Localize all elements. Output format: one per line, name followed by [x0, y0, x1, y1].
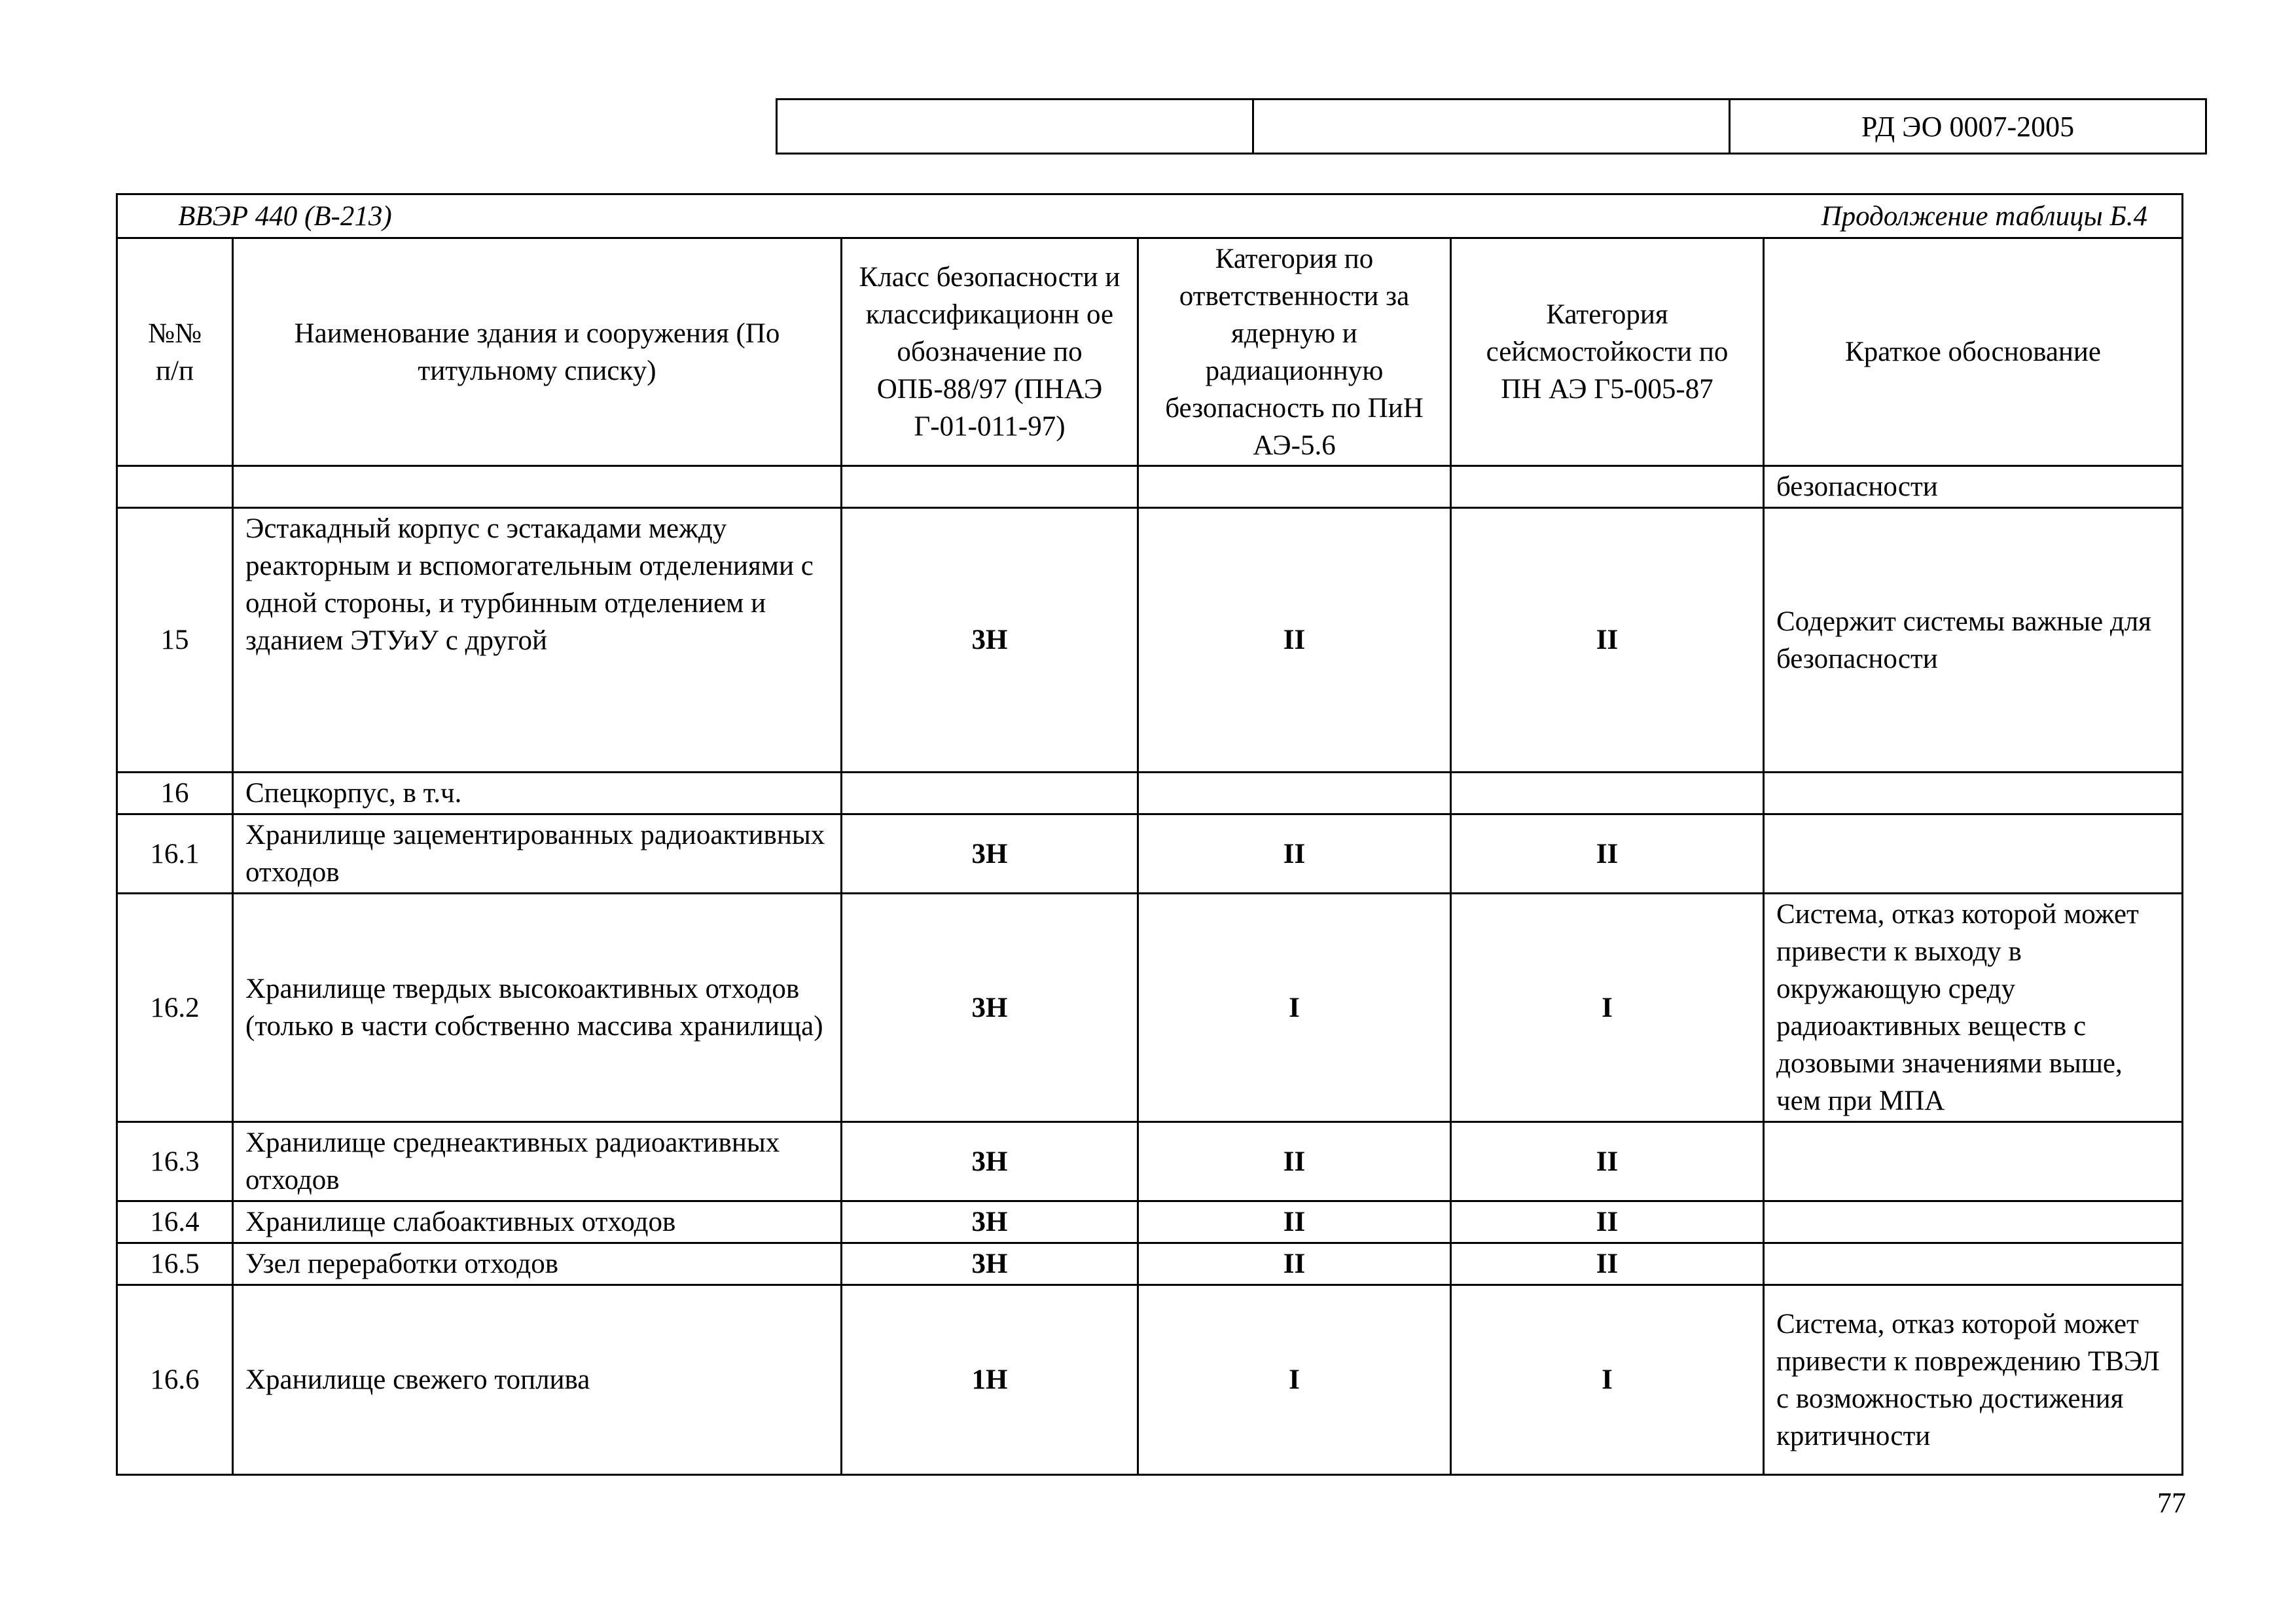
row-justification: безопасности: [1764, 466, 2183, 508]
row-name: Хранилище свежего топлива: [233, 1285, 842, 1475]
table-row: [117, 894, 2183, 1122]
row-name: Эстакадный корпус с эстакадами между реакторным и вспомогательным отделениями с одной стороны, и турбинным отделением и зданием ЭТУиУ с другой: [233, 508, 842, 773]
row-responsibility: II: [1138, 1201, 1451, 1243]
row-num: 16: [117, 773, 233, 814]
row-justification: Содержит системы важные для безопасности: [1764, 508, 2183, 773]
row-name: Хранилище среднеактивных радиоактивных отходов: [233, 1122, 842, 1201]
row-seismic: II: [1451, 1122, 1764, 1201]
row-name: Хранилище зацементированных радиоактивных отходов: [233, 814, 842, 894]
row-safety-class: 1Н: [842, 1285, 1138, 1475]
row-responsibility: I: [1138, 894, 1451, 1122]
table-continuation-label: Продолжение таблицы Б.4: [1821, 200, 2148, 232]
row-safety-class: 3Н: [842, 894, 1138, 1122]
row-num: 16.1: [117, 814, 233, 894]
table-row: [117, 466, 2183, 508]
row-justification: [1764, 1201, 2183, 1243]
row-safety-class: 3Н: [842, 1122, 1138, 1201]
document-stamp: [776, 98, 2207, 155]
row-safety-class: 3Н: [842, 508, 1138, 773]
header-responsibility-category: Категория по ответственности за ядерную и радиационную безопасность по ПиН АЭ-5.6: [1138, 238, 1451, 466]
classification-table: [116, 193, 2183, 1476]
row-seismic: II: [1451, 508, 1764, 773]
row-name: [233, 466, 842, 508]
row-seismic: II: [1451, 814, 1764, 894]
table-row: [117, 1285, 2183, 1475]
row-justification: Система, отказ которой может привести к выходу в окружающую среду радиоактивных веществ с дозовыми значениями выше, чем при МПА: [1764, 894, 2183, 1122]
row-seismic: II: [1451, 1243, 1764, 1285]
row-seismic: II: [1451, 1201, 1764, 1243]
row-num: 16.2: [117, 894, 233, 1122]
row-name: Хранилище твердых высокоактивных отходов (только в части собственно массива хранилища): [233, 894, 842, 1122]
document-code: РД ЭО 0007-2005: [1730, 100, 2206, 154]
row-responsibility: II: [1138, 814, 1451, 894]
row-safety-class: [842, 773, 1138, 814]
row-responsibility: [1138, 773, 1451, 814]
row-name: Спецкорпус, в т.ч.: [233, 773, 842, 814]
row-seismic: I: [1451, 894, 1764, 1122]
stamp-cell-1: [777, 100, 1253, 154]
header-justification: Краткое обоснование: [1764, 238, 2183, 466]
row-num: 16.3: [117, 1122, 233, 1201]
row-num: 16.4: [117, 1201, 233, 1243]
header-seismic-category: Категория сейсмостойкости по ПН АЭ Г5-005-87: [1451, 238, 1764, 466]
row-num: 15: [117, 508, 233, 773]
row-safety-class: 3Н: [842, 1201, 1138, 1243]
row-num: 16.5: [117, 1243, 233, 1285]
row-justification: [1764, 814, 2183, 894]
table-row: [117, 814, 2183, 894]
table-row: [117, 1201, 2183, 1243]
table-header-row: [117, 238, 2183, 466]
row-num: 16.6: [117, 1285, 233, 1475]
row-responsibility: I: [1138, 1285, 1451, 1475]
row-safety-class: 3Н: [842, 1243, 1138, 1285]
row-responsibility: [1138, 466, 1451, 508]
header-name: Наименование здания и сооружения (По титульному списку): [233, 238, 842, 466]
header-num: №№ п/п: [117, 238, 233, 466]
table-row: [117, 1243, 2183, 1285]
row-justification: [1764, 1122, 2183, 1201]
row-seismic: [1451, 466, 1764, 508]
page-number: 77: [2157, 1487, 2186, 1519]
row-responsibility: II: [1138, 1243, 1451, 1285]
row-seismic: [1451, 773, 1764, 814]
row-responsibility: II: [1138, 1122, 1451, 1201]
row-responsibility: II: [1138, 508, 1451, 773]
row-safety-class: [842, 466, 1138, 508]
table-row: [117, 773, 2183, 814]
row-safety-class: 3Н: [842, 814, 1138, 894]
row-name: Узел переработки отходов: [233, 1243, 842, 1285]
header-safety-class: Класс безопасности и классификационн ое обозначение по ОПБ-88/97 (ПНАЭ Г-01-011-97): [842, 238, 1138, 466]
table-caption-row: [117, 194, 2183, 238]
reactor-type-label: ВВЭР 440 (В-213): [178, 200, 392, 232]
row-justification: [1764, 1243, 2183, 1285]
row-seismic: I: [1451, 1285, 1764, 1475]
row-num: [117, 466, 233, 508]
table-row: [117, 1122, 2183, 1201]
table-row: [117, 508, 2183, 773]
row-name: Хранилище слабоактивных отходов: [233, 1201, 842, 1243]
row-justification: [1764, 773, 2183, 814]
stamp-cell-2: [1253, 100, 1730, 154]
row-justification: Система, отказ которой может привести к повреждению ТВЭЛ с возможностью достижения критичности: [1764, 1285, 2183, 1475]
